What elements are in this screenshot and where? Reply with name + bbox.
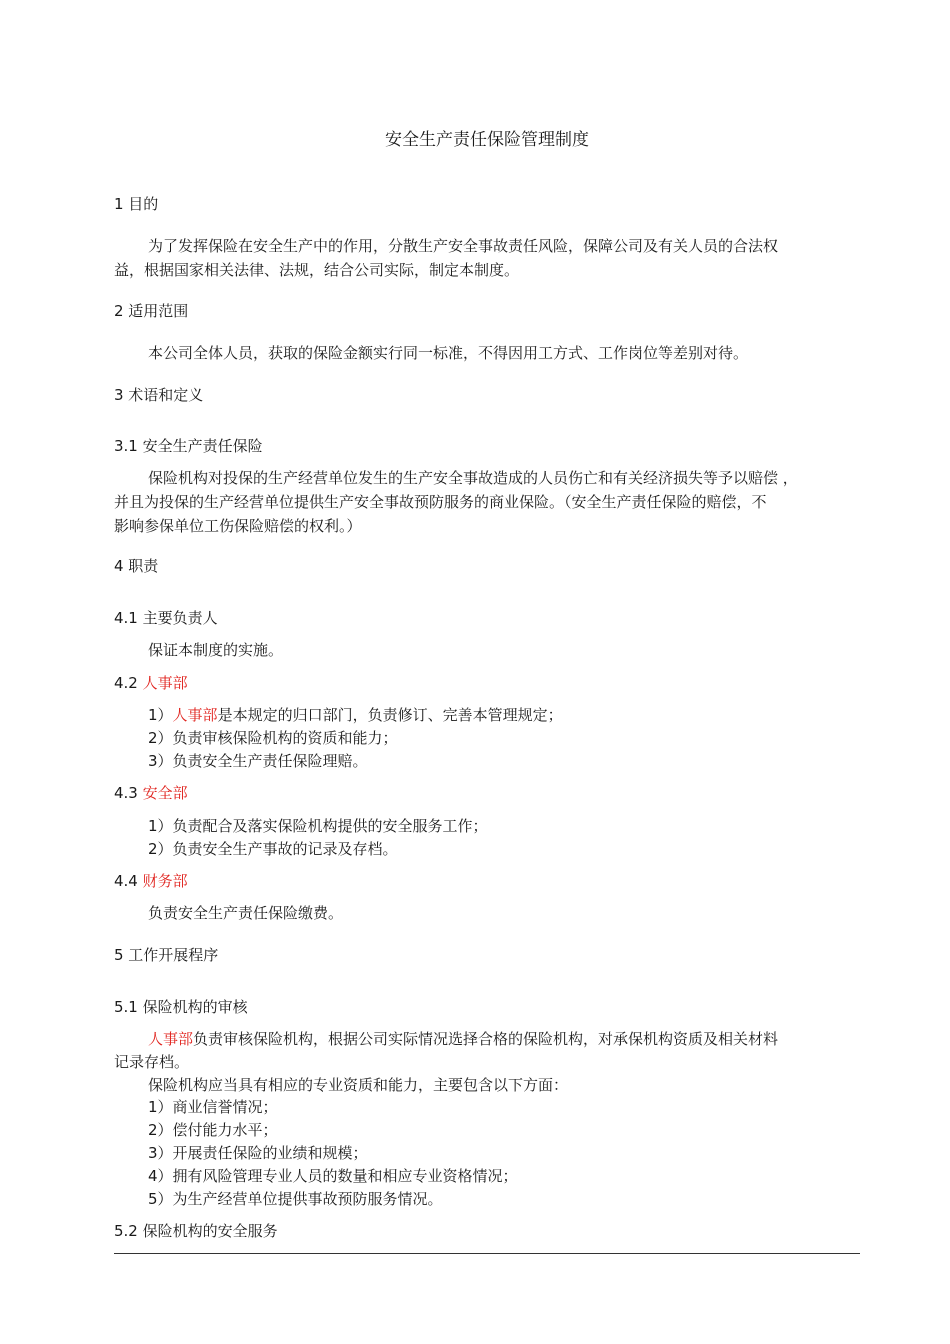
list-item: 2）偿付能力水平；	[148, 1121, 278, 1139]
list-item: 1）商业信誉情况；	[148, 1098, 278, 1116]
list-item: 5）为生产经营单位提供事故预防服务情况。	[148, 1190, 443, 1208]
subsection-heading: 4.4 财务部	[114, 872, 188, 890]
paragraph-line: 益，根据国家相关法律、法规，结合公司实际，制定本制度。	[114, 261, 520, 279]
paragraph-line: 为了发挥保险在安全生产中的作用，分散生产安全事故责任风险，保障公司及有关人员的合法权	[148, 237, 779, 255]
section-heading-terms: 3 术语和定义	[114, 386, 204, 404]
paragraph-line: 人事部负责审核保险机构，根据公司实际情况选择合格的保险机构，对承保机构资质及相关材料	[148, 1030, 779, 1048]
department-name: 人事部	[172, 706, 218, 724]
department-name: 财务部	[142, 872, 188, 890]
list-item: 3）开展责任保险的业绩和规模；	[148, 1144, 368, 1162]
subsection-heading: 5.2 保险机构的安全服务	[114, 1222, 278, 1240]
paragraph-line: 记录存档。	[114, 1053, 190, 1071]
subsection-heading: 4.1 主要负责人	[114, 609, 218, 627]
paragraph-line: 并且为投保的生产经营单位提供生产安全事故预防服务的商业保险。（安全生产责任保险的赔偿，不	[114, 493, 767, 511]
paragraph-line: 保险机构应当具有相应的专业资质和能力，主要包含以下方面：	[148, 1076, 569, 1094]
subsection-heading: 5.1 保险机构的审核	[114, 998, 248, 1016]
department-name: 安全部	[142, 784, 188, 802]
page-title: 安全生产责任保险管理制度	[385, 130, 589, 150]
paragraph-line: 本公司全体人员，获取的保险金额实行同一标准，不得因用工方式、工作岗位等差别对待。	[148, 344, 749, 362]
list-item: 2）负责安全生产事故的记录及存档。	[148, 840, 398, 858]
subsection-heading: 4.2 人事部	[114, 674, 188, 692]
list-item: 2）负责审核保险机构的资质和能力；	[148, 729, 398, 747]
list-item: 1）负责配合及落实保险机构提供的安全服务工作；	[148, 817, 488, 835]
paragraph-line: 负责安全生产责任保险缴费。	[148, 904, 344, 922]
subsection-heading: 4.3 安全部	[114, 784, 188, 802]
section-heading-procedure: 5 工作开展程序	[114, 946, 219, 964]
department-name: 人事部	[148, 1030, 194, 1048]
section-heading-duties: 4 职责	[114, 557, 159, 575]
section-heading-purpose: 1 目的	[114, 195, 159, 213]
page-divider	[114, 1253, 860, 1254]
paragraph-line: 保险机构对投保的生产经营单位发生的生产安全事故造成的人员伤亡和有关经济损失等予以赔偿 ，	[148, 469, 798, 487]
list-item: 1）人事部是本规定的归口部门，负责修订、完善本管理规定；	[148, 706, 563, 724]
department-name: 人事部	[142, 674, 188, 692]
paragraph-line: 影响参保单位工伤保险赔偿的权利。）	[114, 517, 362, 535]
paragraph-line: 保证本制度的实施。	[148, 641, 284, 659]
list-item: 3）负责安全生产责任保险理赔。	[148, 752, 368, 770]
section-heading-scope: 2 适用范围	[114, 302, 189, 320]
list-item: 4）拥有风险管理专业人员的数量和相应专业资格情况；	[148, 1167, 518, 1185]
subsection-heading: 3.1 安全生产责任保险	[114, 437, 263, 455]
